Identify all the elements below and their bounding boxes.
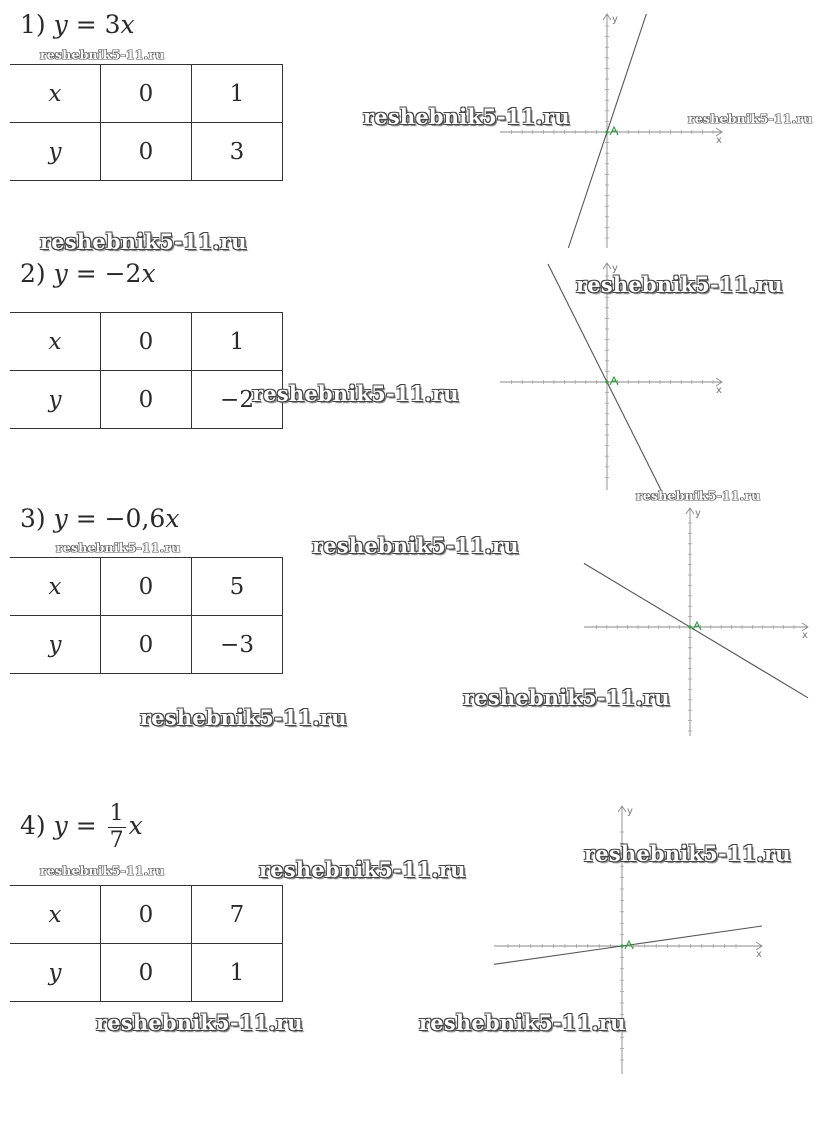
origin-marker (610, 377, 618, 385)
equals-sign: = (75, 504, 97, 533)
table-cell: 0 (101, 944, 192, 1002)
coefficient: −2 (104, 259, 142, 288)
watermark: reshebnik5-11.ru (40, 863, 165, 878)
table-cell: 0 (101, 558, 192, 616)
watermark: reshebnik5-11.ru (40, 229, 247, 254)
watermark: reshebnik5-11.ru (312, 533, 519, 558)
y-axis-label: y (627, 806, 633, 817)
problem-number: 2) (20, 259, 46, 288)
watermark: reshebnik5-11.ru (96, 1010, 303, 1035)
watermark: reshebnik5-11.ru (56, 540, 181, 555)
function-line (548, 264, 661, 490)
table-cell: 3 (192, 123, 283, 181)
watermark: reshebnik5-11.ru (419, 1010, 626, 1035)
x-axis-label: x (802, 630, 808, 641)
equation-x: x (141, 259, 156, 288)
table-cell: 0 (101, 371, 192, 429)
problem-number: 1) (20, 10, 46, 39)
row-header: y (10, 944, 101, 1002)
table-cell: 0 (101, 616, 192, 674)
equals-sign: = (75, 811, 97, 840)
row-header: x (10, 65, 101, 123)
table-cell: 0 (101, 313, 192, 371)
row-header: x (10, 558, 101, 616)
origin-marker (693, 622, 701, 630)
watermark: reshebnik5-11.ru (584, 841, 791, 866)
origin-point (605, 130, 608, 133)
x-axis-label: x (756, 949, 762, 960)
watermark: reshebnik5-11.ru (688, 111, 813, 126)
equals-sign: = (75, 10, 97, 39)
function-line (584, 563, 808, 697)
watermark: reshebnik5-11.ru (576, 272, 783, 297)
origin-point (688, 625, 691, 628)
row-header: x (10, 313, 101, 371)
table-cell: 7 (192, 886, 283, 944)
equation-y: y (53, 811, 68, 840)
equation-y: y (53, 259, 68, 288)
watermark: reshebnik5-11.ru (259, 857, 466, 882)
table-cell: 0 (101, 886, 192, 944)
equals-sign: = (75, 259, 97, 288)
x-axis-label: x (716, 135, 722, 146)
table-cell: 1 (192, 313, 283, 371)
problem-number: 3) (20, 504, 46, 533)
coefficient: 3 (104, 10, 121, 39)
watermark: reshebnik5-11.ru (40, 47, 165, 62)
table-cell: 1 (192, 944, 283, 1002)
watermark: reshebnik5-11.ru (363, 104, 570, 129)
row-header: y (10, 123, 101, 181)
problem-number: 4) (20, 811, 46, 840)
watermark: reshebnik5-11.ru (140, 705, 347, 730)
table-cell: 0 (101, 123, 192, 181)
watermark: reshebnik5-11.ru (463, 685, 670, 710)
row-header: y (10, 371, 101, 429)
y-axis-label: y (695, 508, 701, 519)
equation-y: y (53, 504, 68, 533)
coefficient: −0,6 (104, 504, 166, 533)
row-header: x (10, 886, 101, 944)
equation-x: x (120, 10, 135, 39)
origin-point (605, 380, 608, 383)
x-axis-label: x (716, 385, 722, 396)
equation-x: x (165, 504, 180, 533)
table-cell: 1 (192, 65, 283, 123)
table-cell: 5 (192, 558, 283, 616)
table-cell: 0 (101, 65, 192, 123)
origin-point (620, 944, 623, 947)
table-cell: −3 (192, 616, 283, 674)
watermark: reshebnik5-11.ru (636, 488, 761, 503)
fraction-numerator: 1 (109, 801, 124, 826)
fraction-denominator: 7 (109, 828, 124, 853)
equation-x: x (128, 811, 143, 840)
origin-marker (610, 127, 618, 135)
equation-y: y (53, 10, 68, 39)
table-cell: −2 (192, 371, 283, 429)
y-axis-label: y (612, 263, 618, 274)
y-axis-label: y (612, 14, 618, 25)
row-header: y (10, 616, 101, 674)
watermark: reshebnik5-11.ru (252, 381, 459, 406)
